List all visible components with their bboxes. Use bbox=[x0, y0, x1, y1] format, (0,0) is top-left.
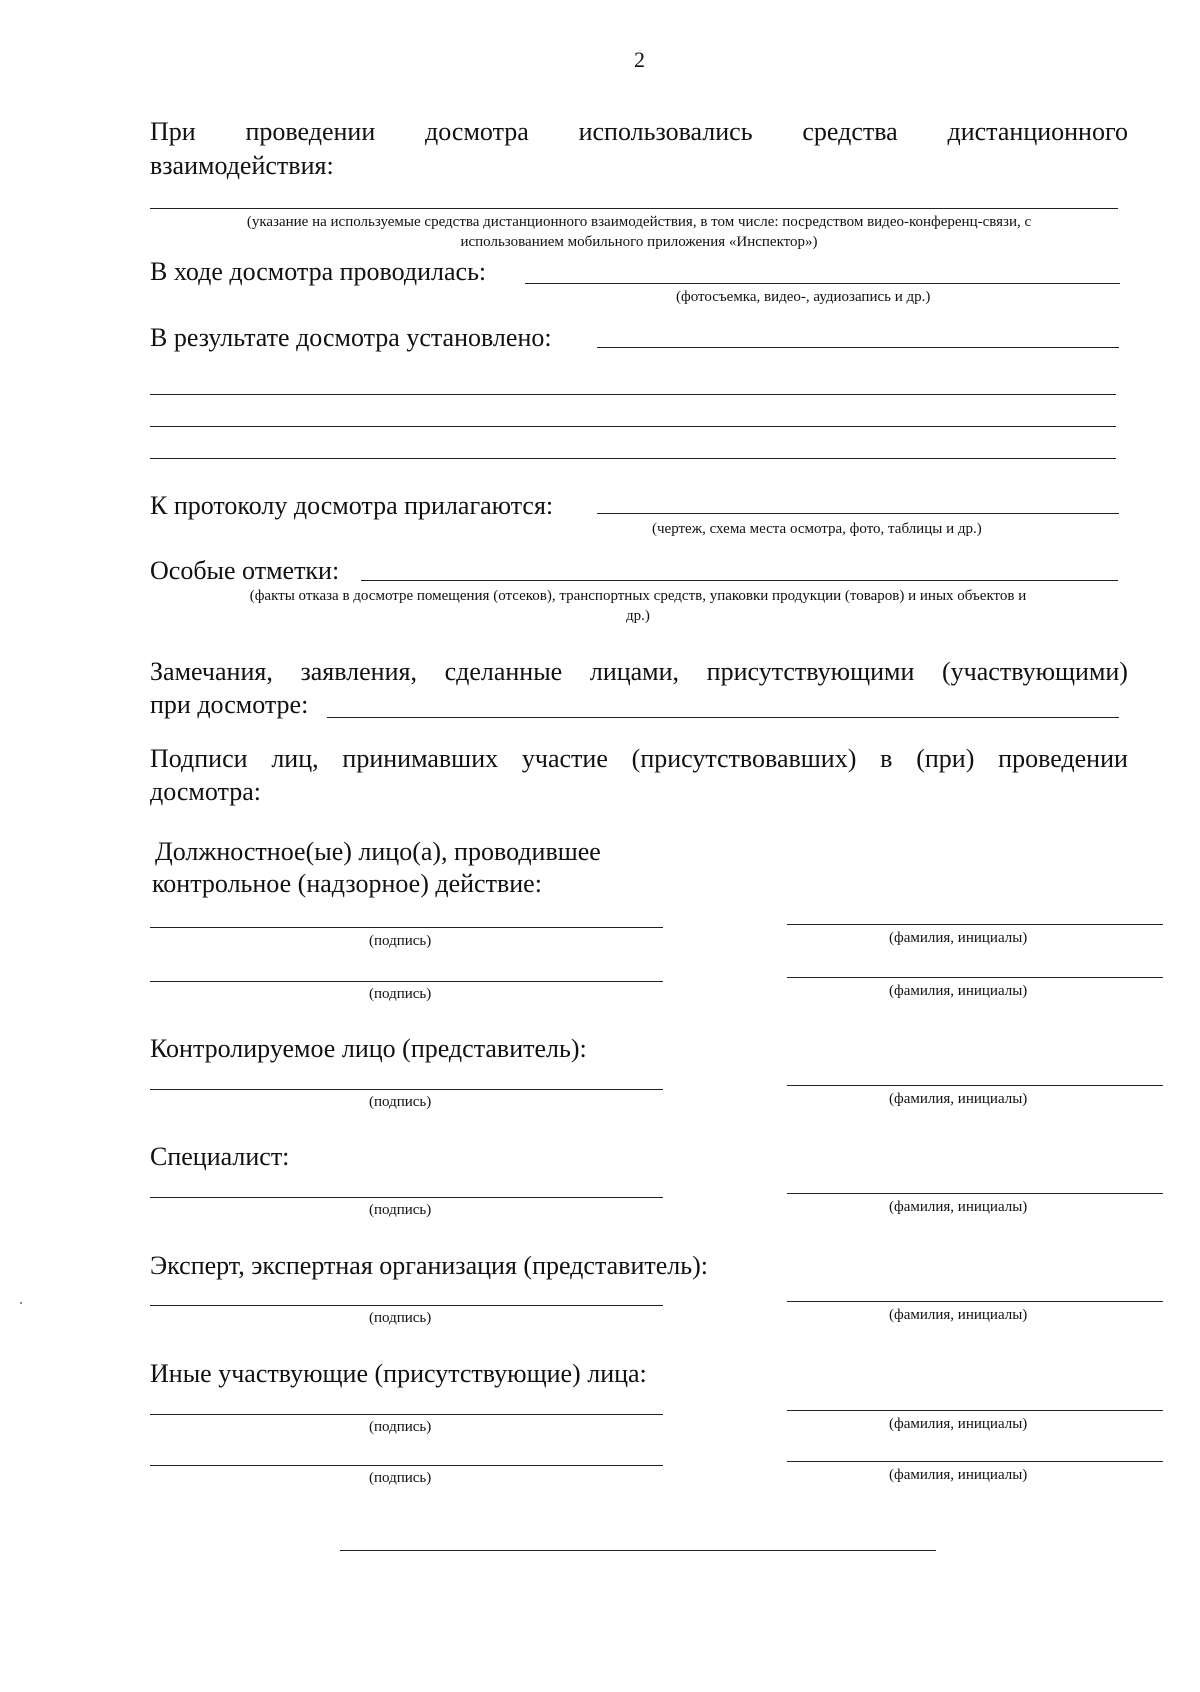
other-participants-label: Иные участвующие (присутствующие) лица: bbox=[150, 1359, 647, 1388]
word: дистанционного bbox=[947, 117, 1128, 146]
name-hint: (фамилия, инициалы) bbox=[889, 983, 1028, 999]
word: досмотра bbox=[425, 117, 529, 146]
name-line[interactable] bbox=[787, 1461, 1163, 1462]
signature-hint: (подпись) bbox=[369, 1310, 432, 1326]
word: лиц, bbox=[271, 744, 319, 773]
remote-means-hint-line1: (указание на используемые средства дистанционного взаимодействия, в том числе: посредством видео-конференц-связи, с bbox=[246, 214, 1032, 230]
word: проведении bbox=[245, 117, 376, 146]
attachments-hint: (чертеж, схема места осмотра, фото, таблицы и др.) bbox=[652, 521, 982, 537]
signature-hint: (подпись) bbox=[369, 1094, 432, 1110]
word: лицами, bbox=[589, 657, 680, 686]
signature-line[interactable] bbox=[150, 1465, 663, 1466]
name-line[interactable] bbox=[787, 977, 1163, 978]
result-field-line2[interactable] bbox=[150, 394, 1116, 395]
name-hint: (фамилия, инициалы) bbox=[889, 1307, 1028, 1323]
word: сделанные bbox=[444, 657, 563, 686]
special-hint-line2: др.) bbox=[626, 608, 650, 624]
expert-label: Эксперт, экспертная организация (представитель): bbox=[150, 1251, 708, 1280]
name-hint: (фамилия, инициалы) bbox=[889, 1091, 1028, 1107]
attachments-field[interactable] bbox=[597, 513, 1119, 514]
result-field-line1[interactable] bbox=[597, 347, 1119, 348]
word: (при) bbox=[916, 744, 975, 773]
remarks-line1 bbox=[150, 656, 1128, 688]
name-line[interactable] bbox=[787, 1410, 1163, 1411]
signature-hint: (подпись) bbox=[369, 1419, 432, 1435]
name-line[interactable] bbox=[787, 1193, 1163, 1194]
page-number: 2 bbox=[634, 47, 645, 72]
signature-line[interactable] bbox=[150, 1414, 663, 1415]
name-line[interactable] bbox=[787, 1301, 1163, 1302]
special-field[interactable] bbox=[361, 580, 1118, 581]
word: принимавших bbox=[342, 744, 499, 773]
remote-statement-line2: взаимодействия: bbox=[150, 151, 334, 180]
word: заявления, bbox=[300, 657, 417, 686]
officials-label-line1: Должностное(ые) лицо(а), проводившее bbox=[155, 837, 601, 866]
conducted-field[interactable] bbox=[525, 283, 1120, 284]
signatures-intro-line2: досмотра: bbox=[150, 777, 261, 806]
result-field-line3[interactable] bbox=[150, 426, 1116, 427]
closing-rule bbox=[340, 1550, 936, 1551]
special-label: Особые отметки: bbox=[150, 556, 340, 585]
signature-line[interactable] bbox=[150, 1197, 663, 1198]
remote-means-hint-line2: использованием мобильного приложения «Инспектор») bbox=[460, 234, 818, 250]
signature-hint: (подпись) bbox=[369, 986, 432, 1002]
conducted-label: В ходе досмотра проводилась: bbox=[150, 257, 487, 286]
signatures-intro-line1 bbox=[150, 743, 1128, 775]
signature-hint: (подпись) bbox=[369, 1202, 432, 1218]
signature-hint: (подпись) bbox=[369, 933, 432, 949]
conducted-hint: (фотосъемка, видео-, аудиозапись и др.) bbox=[676, 289, 931, 305]
signature-line[interactable] bbox=[150, 981, 663, 982]
name-hint: (фамилия, инициалы) bbox=[889, 1416, 1028, 1432]
name-hint: (фамилия, инициалы) bbox=[889, 930, 1028, 946]
result-label: В результате досмотра установлено: bbox=[150, 323, 552, 352]
word: участие bbox=[521, 744, 608, 773]
signature-line[interactable] bbox=[150, 1305, 663, 1306]
name-hint: (фамилия, инициалы) bbox=[889, 1199, 1028, 1215]
name-hint: (фамилия, инициалы) bbox=[889, 1467, 1028, 1483]
word: использовались bbox=[578, 117, 753, 146]
word: присутствующими bbox=[706, 657, 915, 686]
word: При bbox=[150, 117, 196, 146]
name-line[interactable] bbox=[787, 924, 1163, 925]
word: Замечания, bbox=[150, 657, 273, 686]
word: (присутствовавших) bbox=[631, 744, 857, 773]
remarks-line2-label: при досмотре: bbox=[150, 690, 309, 719]
signature-hint: (подпись) bbox=[369, 1470, 432, 1486]
word: проведении bbox=[998, 744, 1128, 773]
name-line[interactable] bbox=[787, 1085, 1163, 1086]
controlled-person-label: Контролируемое лицо (представитель): bbox=[150, 1034, 587, 1063]
signature-line[interactable] bbox=[150, 1089, 663, 1090]
result-field-line4[interactable] bbox=[150, 458, 1116, 459]
officials-label-line2: контрольное (надзорное) действие: bbox=[152, 869, 542, 898]
attachments-label: К протоколу досмотра прилагаются: bbox=[150, 491, 554, 520]
word: в bbox=[880, 744, 893, 773]
specialist-label: Специалист: bbox=[150, 1142, 290, 1171]
remarks-field[interactable] bbox=[327, 717, 1119, 718]
word: Подписи bbox=[150, 744, 248, 773]
word: средства bbox=[802, 117, 898, 146]
signature-line[interactable] bbox=[150, 927, 663, 928]
word: (участвующими) bbox=[942, 657, 1128, 686]
special-hint-line1: (факты отказа в досмотре помещения (отсеков), транспортных средств, упаковки продукции (товаров) и иных объектов и bbox=[249, 588, 1027, 604]
remote-means-field[interactable] bbox=[150, 208, 1118, 209]
remote-statement-line1 bbox=[150, 116, 1128, 148]
scan-speck bbox=[20, 1302, 22, 1304]
